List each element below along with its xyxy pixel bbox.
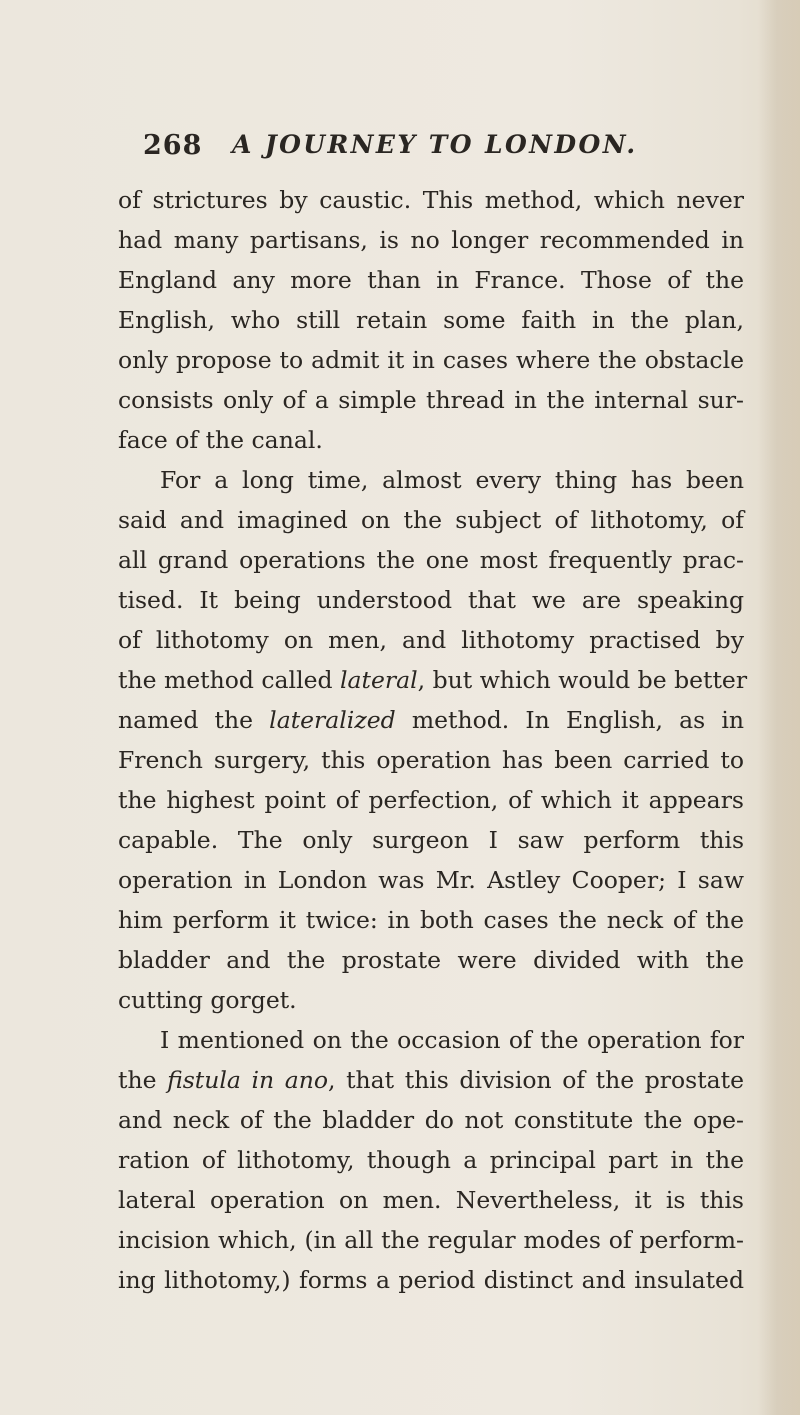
text-line: [118, 700, 744, 740]
text-line: [118, 260, 744, 300]
text-segment: , but which would be better: [417, 666, 748, 694]
text-segment: ration of lithotomy, though a principal part in the: [118, 1146, 744, 1174]
text-segment: method. In English, as in: [395, 706, 745, 734]
text-line: [118, 1100, 744, 1140]
italic-term: lateral: [340, 666, 418, 694]
text-segment: French surgery, this operation has been carried to: [118, 746, 744, 774]
text-segment: cutting gorget.: [118, 986, 297, 1014]
text-segment: had many partisans, is no longer recommended in: [118, 226, 744, 254]
text-segment: of strictures by caustic. This method, which never: [118, 186, 744, 214]
text-line: [118, 380, 744, 420]
text-segment: operation in London was Mr. Astley Cooper; I saw: [118, 866, 744, 894]
text-line: [118, 540, 744, 580]
text-segment: said and imagined on the subject of lithotomy, of: [118, 506, 744, 534]
text-line: [118, 660, 748, 700]
text-line: [118, 180, 744, 220]
text-line: [118, 580, 744, 620]
page-number: 268: [143, 130, 203, 161]
text-line: [118, 1180, 744, 1220]
text-segment: consists only of a simple thread in the internal sur-: [118, 386, 744, 414]
text-line: [118, 1020, 744, 1060]
text-segment: and neck of the bladder do not constitute the ope-: [118, 1106, 744, 1134]
text-segment: bladder and the prostate were divided with the: [118, 946, 744, 974]
text-line: [118, 980, 744, 1020]
text-segment: him perform it twice: in both cases the neck of the: [118, 906, 744, 934]
text-line: [118, 1220, 744, 1260]
text-line: [118, 460, 744, 500]
text-line: [118, 940, 744, 980]
text-line: [118, 420, 744, 460]
italic-term: fistula in ano: [167, 1066, 329, 1094]
text-line: [118, 820, 744, 860]
text-line: [118, 740, 744, 780]
text-segment: For a long time, almost every thing has been: [160, 466, 744, 494]
text-line: [118, 860, 744, 900]
text-line: [118, 500, 744, 540]
text-segment: ing lithotomy,) forms a period distinct and insulated: [118, 1266, 744, 1294]
page-header: [143, 130, 743, 170]
text-segment: named the: [118, 706, 270, 734]
text-segment: face of the canal.: [118, 426, 323, 454]
running-title: A JOURNEY TO LONDON.: [232, 130, 638, 159]
page-edge-shadow: [758, 0, 800, 1415]
text-line: [118, 1260, 744, 1300]
text-segment: English, who still retain some faith in the plan,: [118, 306, 744, 334]
text-segment: the highest point of perfection, of which it appears: [118, 786, 744, 814]
text-segment: tised. It being understood that we are speaking: [118, 586, 744, 614]
text-line: [118, 340, 744, 380]
text-segment: capable. The only surgeon I saw perform this: [118, 826, 744, 854]
text-line: [118, 220, 744, 260]
text-line: [118, 1140, 744, 1180]
text-segment: England any more than in France. Those of the: [118, 266, 744, 294]
text-segment: the: [118, 1066, 168, 1094]
body-text: [118, 180, 748, 1300]
text-segment: I mentioned on the occasion of the operation for: [160, 1026, 744, 1054]
text-segment: , that this division of the prostate: [328, 1066, 744, 1094]
text-segment: of lithotomy on men, and lithotomy practised by: [118, 626, 744, 654]
text-line: [118, 780, 744, 820]
text-segment: only propose to admit it in cases where the obstacle: [118, 346, 744, 374]
italic-term: lateralized: [269, 706, 396, 734]
text-segment: all grand operations the one most frequently prac-: [118, 546, 744, 574]
text-segment: incision which, (in all the regular modes of perform-: [118, 1226, 744, 1254]
text-segment: lateral operation on men. Nevertheless, it is this: [118, 1186, 744, 1214]
text-line: [118, 620, 744, 660]
text-line: [118, 900, 744, 940]
text-line: [118, 300, 744, 340]
text-line: [118, 1060, 744, 1100]
text-segment: the method called: [118, 666, 341, 694]
